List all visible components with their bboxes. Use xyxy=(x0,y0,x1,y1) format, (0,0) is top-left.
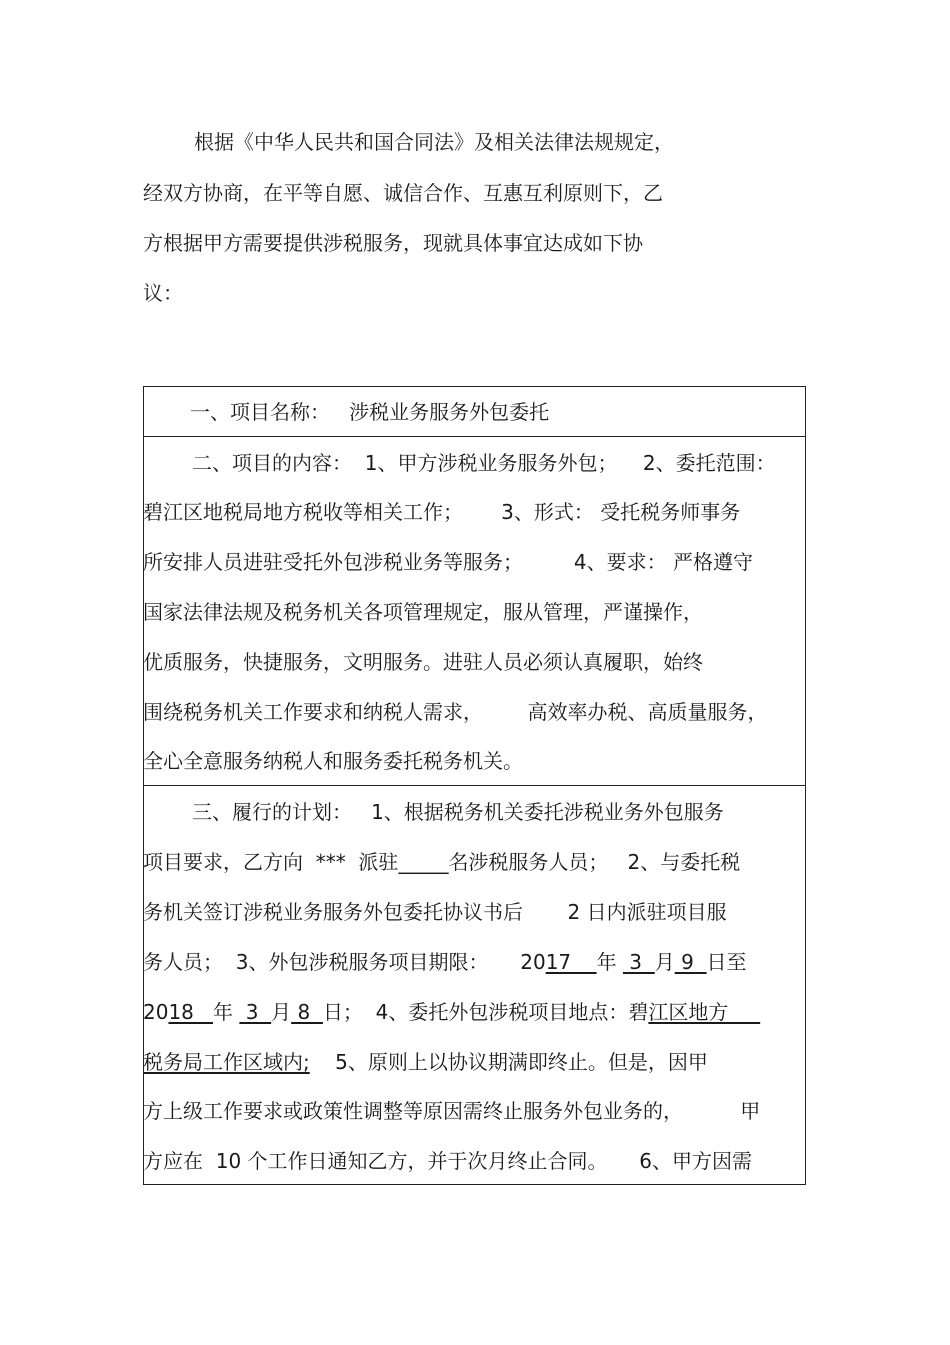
location-field: 江区地方 xyxy=(648,1000,761,1024)
plan-line-1: 三、履行的计划： 1、根据税务机关委托涉税业务外包服务 xyxy=(192,800,724,824)
staff-count-blank: _____ xyxy=(398,850,449,874)
content-line-2: 碧江区地税局地方税收等相关工作； 3、形式： 受托税务师事务 xyxy=(143,500,741,524)
start-month-field: 3 xyxy=(622,950,655,974)
end-year-field: 18 xyxy=(168,1000,213,1024)
project-name-line: 一、项目名称： 涉税业务服务外包委托 xyxy=(190,400,550,424)
plan-box xyxy=(143,785,806,1185)
plan-line-8: 方应在 10 个工作日通知乙方，并于次月终止合同。 6、甲方因需 xyxy=(143,1149,753,1173)
start-day-field: 9 xyxy=(674,950,707,974)
content-line-6: 围绕税务机关工作要求和纳税人需求， 高效率办税、高质量服务， xyxy=(143,700,768,724)
content-line-4: 国家法律法规及税务机关各项管理规定，服从管理，严谨操作， xyxy=(143,600,703,624)
content-line-7: 全心全意服务纳税人和服务委托税务机关。 xyxy=(143,749,523,773)
start-year-field: 17 xyxy=(545,950,597,974)
end-month-field: 3 xyxy=(239,1000,272,1024)
plan-line-2: 项目要求，乙方向 *** 派驻_____名涉税服务人员； 2、与委托税 xyxy=(143,850,741,874)
intro-line-4: 议： xyxy=(143,281,183,305)
plan-line-4: 务人员； 3、外包涉税服务项目期限： 2017 年 3 月 9 日至 xyxy=(143,950,747,974)
intro-line-2: 经双方协商，在平等自愿、诚信合作、互惠互利原则下，乙 xyxy=(143,181,663,205)
content-line-1: 二、项目的内容： 1、甲方涉税业务服务外包； 2、委托范围： xyxy=(192,451,776,475)
content-line-3: 所安排人员进驻受托外包涉税业务等服务； 4、要求： 严格遵守 xyxy=(143,550,753,574)
intro-line-3: 方根据甲方需要提供涉税服务，现就具体事宜达成如下协 xyxy=(143,231,643,255)
plan-line-3: 务机关签订涉税业务服务外包委托协议书后 2 日内派驻项目服 xyxy=(143,900,727,924)
plan-line-7: 方上级工作要求或政策性调整等原因需终止服务外包业务的， 甲 xyxy=(143,1099,761,1123)
intro-line-1: 根据《中华人民共和国合同法》及相关法律法规规定， xyxy=(194,130,674,154)
plan-line-6: 税务局工作区域内; 5、原则上以协议期满即终止。但是，因甲 xyxy=(143,1050,708,1074)
content-line-5: 优质服务，快捷服务，文明服务。进驻人员必须认真履职，始终 xyxy=(143,650,703,674)
location-field-cont: 税务局工作区域内; xyxy=(143,1050,310,1074)
end-day-field: 8 xyxy=(291,1000,323,1024)
plan-line-5: 2018 年 3 月 8 日； 4、委托外包涉税项目地点：碧江区地方 xyxy=(143,1000,761,1024)
